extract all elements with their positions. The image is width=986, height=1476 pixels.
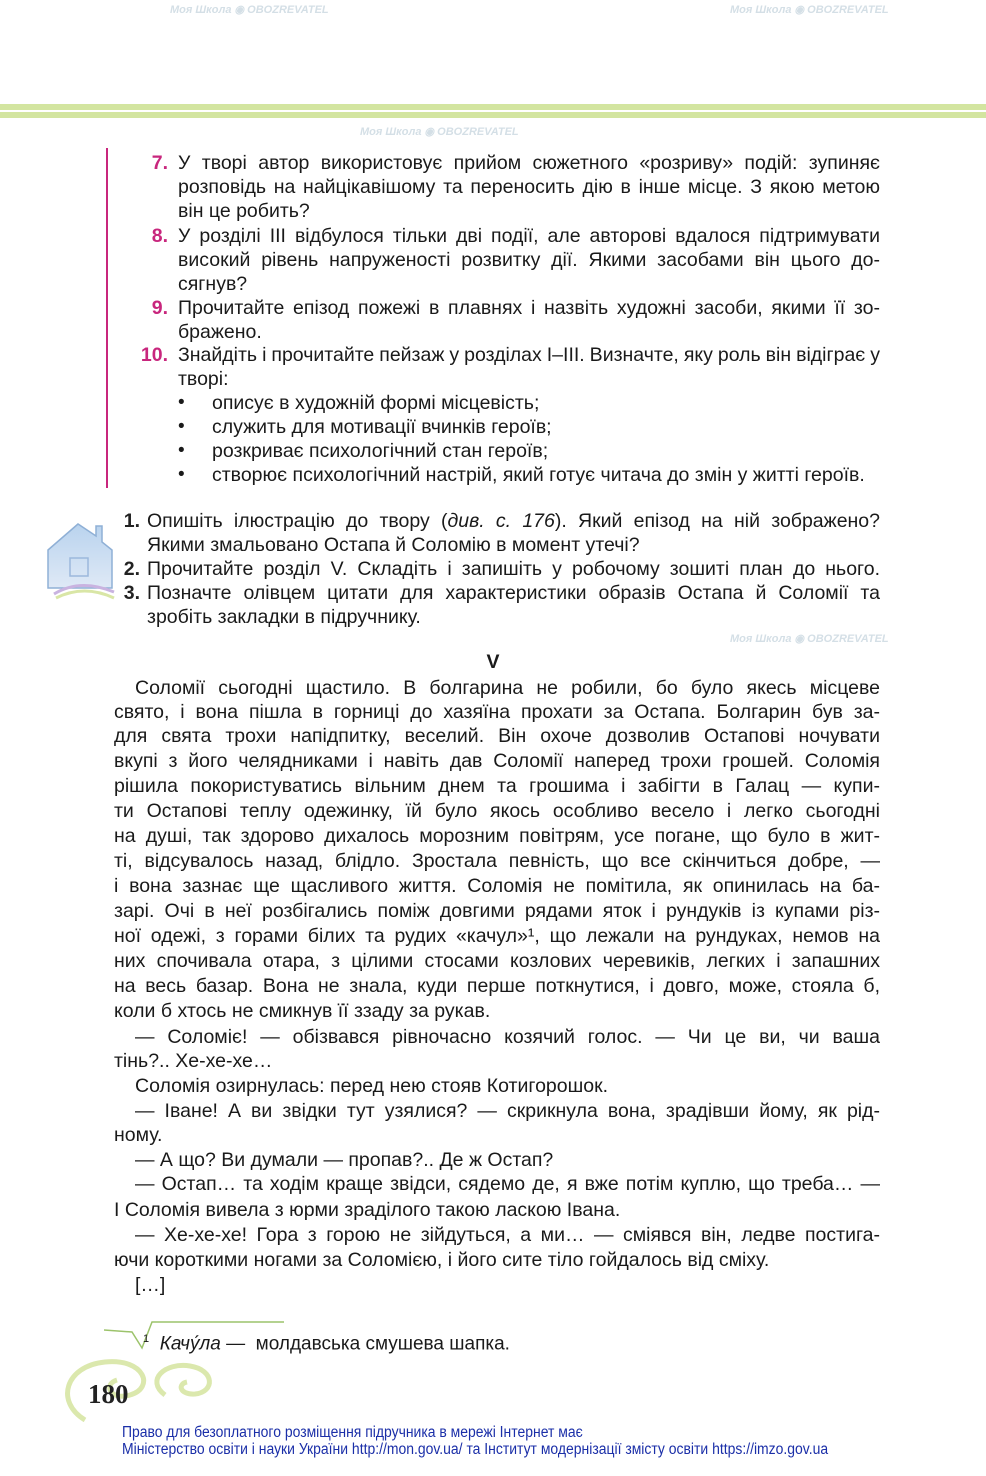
page-ornament [55, 1352, 225, 1422]
footnote-term: Качу́ла [159, 1333, 221, 1355]
prose-line: і вона зазнає ще щасливого життя. Соломія не помітила, як опинилась на ба- [114, 875, 880, 897]
prose-line: на душі, так здорово дихалось морозним повітрям, усе погане, що було в жит- [114, 825, 880, 847]
question-line: У творі автор використовує прийом сюжетного «розриву» подій: зупиняє [178, 152, 880, 174]
bullet-item: розкриває психологічний стан героїв; [212, 440, 549, 462]
question-line: Знайдіть і прочитайте пейзаж у розділах I–III. Визначте, яку роль він відіграє у [178, 344, 880, 366]
prose-line: — А що? Ви думали — пропав?.. Де ж Остап? [135, 1149, 554, 1171]
bullet-item: служить для мотивації вчинків героїв; [212, 416, 552, 438]
question-line: сягнув? [178, 273, 248, 295]
header-stripe [0, 104, 986, 110]
prose-line: — Іване! А ви звідки тут узялися? — скрикнула вона, зрадівши йому, як рід- [135, 1100, 880, 1122]
question-line: він це робить? [178, 200, 310, 222]
home-task-icon [44, 518, 116, 602]
question-line: творі: [178, 368, 229, 390]
question-number: 8. [151, 225, 168, 247]
task-text: ). Який епізод на ній зображено? [554, 510, 880, 532]
question-line: високий рівень напруженості розвитку дії. Якими засобами він цього до- [178, 249, 880, 271]
prose-line: Соломії сьогодні щастило. В болгарина не робили, бо було якесь місцеве [135, 677, 880, 699]
prose-line: коли б хтось не смикнув її ззаду за рукав. [114, 1000, 491, 1022]
question-line: Прочитайте епізод пожежі в плавнях і назвіть художні засоби, якими її зо- [178, 297, 880, 319]
bullet-icon: • [178, 416, 185, 437]
task-line [147, 509, 880, 533]
prose-line: зарі. Очі в неї розбігались поміж довгими рядами яток і рундуків із купами різ- [114, 900, 880, 922]
question-number: 7. [151, 152, 168, 174]
footnote-text: молдавська смушева шапка. [255, 1333, 510, 1355]
chapter-heading: V [486, 651, 500, 673]
prose-line: свято, і вона пішла в горниці до хазяїна прохати за Остапа. Болгарин був за- [114, 701, 880, 723]
bullet-icon: • [178, 392, 185, 413]
prose-line: Соломія озирнулась: перед нею стояв Котигорошок. [135, 1075, 609, 1097]
prose-line: рішила покористуватись вільним днем та грошима і забігти в Галац — купи- [114, 775, 880, 797]
task-number: 3. [123, 582, 140, 604]
watermark: Моя Школа ◉ OBOZREVATEL [730, 633, 889, 645]
task-line: Позначте олівцем цитати для характеристики образів Остапа й Соломії та [147, 582, 880, 604]
question-line: У розділі III відбулося тільки дві події, але авторові вдалося підтримувати [178, 225, 880, 247]
prose-line: — Остап… та ходім краще звідси, сядемо де, я вже потім куплю, що треба… — [135, 1173, 880, 1195]
bullet-icon: • [178, 464, 185, 485]
footnote-dash: — [220, 1333, 251, 1355]
prose-line: — Хе-хе-хе! Гора з горою не зійдуться, а ми… — сміявся він, ледве постига- [135, 1224, 880, 1246]
question-line: бражено. [178, 321, 262, 343]
bullet-item: створює психологічний настрій, який готує читача до змін у житті героїв. [212, 464, 865, 486]
task-number: 2. [123, 558, 140, 580]
prose-line: — Соломіє! — обізвався рівночасно козячий голос. — Чи це ви, чи ваша [135, 1026, 880, 1048]
prose-line: них спочивала отара, з цілими стосами козлових черевиків, легких і запашних [114, 950, 880, 972]
prose-line: на весь базар. Вона не знала, куди перше поткнутися, і довго, може, стояла б, [114, 975, 880, 997]
prose-line: ті, відсувалось назад, блідло. Зростала певність, що все скінчиться добре, — [114, 850, 880, 872]
prose-line: вкупі з його челядниками і навіть дав Соломії наперед трохи грошей. Соломія [114, 750, 880, 772]
prose-line: І Соломія вивела з юрми зраділого такою ласкою Івана. [114, 1199, 621, 1221]
prose-line: ному. [114, 1124, 163, 1146]
question-number: 9. [151, 297, 168, 319]
header-stripe [0, 112, 986, 118]
page-number: 180 [88, 1379, 129, 1409]
prose-line: ти Остапові теплу одежинку, їй було якось особливо весело і легко сьогодні [114, 800, 880, 822]
questions-side-rule [106, 148, 108, 488]
prose-line: […] [135, 1274, 166, 1296]
bullet-icon: • [178, 440, 185, 461]
footnote-mark: 1 [143, 1333, 150, 1345]
task-line: Якими змальовано Остапа й Соломію в момент утечі? [147, 534, 640, 556]
question-line: розповідь на найцікавішому та переносить дію в інше місце. З якою метою [178, 176, 880, 198]
prose-line: ної одежі, з горами білих та рудих «качул»¹, що лежали на рундуках, немов на [114, 925, 880, 947]
prose-line: ючи короткими ногами за Соломією, і його сите тіло гойдалось від сміху. [114, 1249, 770, 1271]
watermark: Моя Школа ◉ OBOZREVATEL [360, 126, 519, 138]
watermark: Моя Школа ◉ OBOZREVATEL [730, 4, 889, 16]
task-line: Прочитайте розділ V. Складіть і запишіть у робочому зошиті план до нього. [147, 558, 880, 580]
prose-line: тінь?.. Хе-хе-хе… [114, 1050, 273, 1072]
watermark: Моя Школа ◉ OBOZREVATEL [170, 4, 329, 16]
prose-line: для свята трохи напідпитку, веселий. Він охоче дозволив Остапові ночувати [114, 725, 880, 747]
bullet-item: описує в художній формі місцевість; [212, 392, 540, 414]
page-reference: див. с. 176 [447, 510, 555, 532]
task-number: 1. [123, 510, 140, 532]
footer-line: Міністерство освіти і науки України http://mon.gov.ua/ та Інститут модернізації змісту освіти https://imzo.gov.ua [122, 1441, 829, 1458]
task-line: зробіть закладки в підручнику. [147, 606, 421, 628]
task-text: Опишіть ілюстрацію до твору ( [147, 510, 448, 532]
question-number: 10. [140, 344, 168, 366]
footer-line: Право для безоплатного розміщення підручника в мережі Інтернет має [122, 1424, 583, 1441]
